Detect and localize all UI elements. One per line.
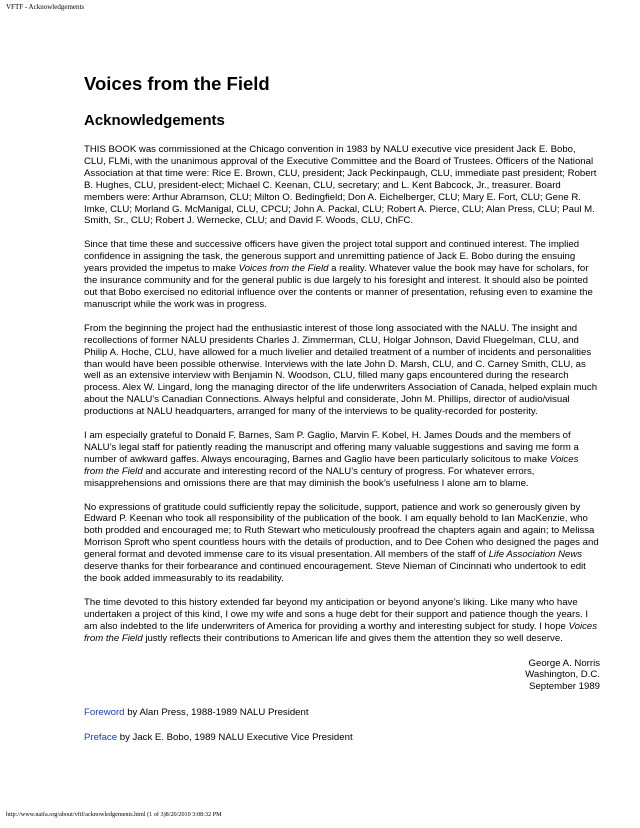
paragraph-text: Since that time these and successive officers have given the project total support and continued interest. The implied confidence in assigning the task, the generous support and unremitting patience of Jack E. Bobo during the ensuing years provided the impetus to make [84, 239, 580, 275]
section-heading: Acknowledgements [84, 112, 225, 129]
paragraph-text: justly reflects their contributions to American life and gives them the attention they so well deserve. [142, 632, 563, 644]
body-paragraph [84, 430, 600, 490]
foreword-description: by Alan Press, 1988-1989 NALU President [124, 707, 309, 719]
page-title: Voices from the Field [84, 73, 270, 94]
main-content [84, 72, 600, 744]
body-paragraph [84, 323, 600, 418]
preface-line [84, 732, 600, 744]
paragraph-text: No expressions of gratitude could sufficiently repay the solicitude, support, patience and work so generously given by Edward P. Keenan who took all responsibility of the publication of the book. I am equally behold to Ian MacKenzie, who both prodded and encouraged me; to Ruth Stewart who meticulously proofread the chapters again and again; to Melissa Morrison Sproft who spent countless hours with the details of production, and to Dee Cohen who designed the pages and general format and devoted immense care to its visual presentation. All members of the staff of [84, 501, 599, 561]
italic-title: Voices from the Field [84, 620, 598, 644]
paragraph-text: and accurate and interesting record of the NALU’s century of progress. For whatever errors, misapprehensions and omissions there are that may diminish the book’s usefulness I alone am to blame. [84, 465, 535, 489]
body-paragraph [84, 144, 600, 227]
foreword-line [84, 707, 600, 719]
foreword-link[interactable]: Foreword [84, 707, 125, 719]
paragraph-text: deserve thanks for their forbearance and continued encouragement. Steve Nieman of Cincinnati who undertook to edit the book added immeasurably to its readability. [84, 561, 586, 584]
italic-title: Voices from the Field [84, 453, 579, 477]
signature-name: George A. Norris [528, 657, 600, 669]
paragraph-text: The time devoted to this history extended far beyond my anticipation or beyond anyone’s liking. Like many who have undertaken a project of this kind, I owe my wife and sons a huge debt for their support and patience though the years. I am also indebted to the life underwriters of America for providing a worthy and interesting subject for study. I hope [84, 596, 588, 632]
italic-title: Voices from the Field [238, 263, 329, 275]
signature-place: Washington, D.C. [525, 669, 600, 681]
paragraph-text: From the beginning the project had the enthusiastic interest of those long associated with the NALU. The insight and recollections of former NALU presidents Charles J. Zimmerman, CLU, Holgar Johnson, David Fluegelman, CLU, and Philip A. Hoche, CLU, have allowed for a much livelier and detailed treatment of a number of incidents and personalities than would have been possible otherwise. Interviews with the late John D. Marsh, CLU, and C. Carney Smith, CLU, as well as an extensive interview with Benjamin N. Woodson, CLU, filled many gaps encountered during the research process. Alex W. Lingard, long the managing director of the life underwriters Association of Canada, helped explain much about the NALU’s Canadian Connections. Always helpful and considerate, John M. Phillips, director of audio/visual productions at NALU headquarters, arranged for many of the interviews to be quality-recorded for posterity. [84, 322, 598, 418]
body-paragraph [84, 502, 600, 585]
body-paragraph [84, 239, 600, 310]
paragraph-text: a reality. Whatever value the book may have for scholars, for the insurance community and for the general public is due largely to his foresight and interest. It should also be pointed out that Bobo exercised no editorial influence over the contents or manner of presentation, refusing even to examine the manuscript while the work was in progress. [84, 263, 593, 310]
signature-block [84, 658, 600, 694]
italic-title: Life Association News [488, 549, 583, 561]
preface-description: by Jack E. Bobo, 1989 NALU Executive Vice President [117, 732, 353, 744]
acknowledgements-body [84, 144, 600, 645]
paragraph-text: THIS BOOK was commissioned at the Chicago convention in 1983 by NALU executive vice president Jack E. Bobo, CLU, FLMi, with the unanimous approval of the Executive Committee and the Board of Trustees. Officers of the National Association at that time were: Rice E. Brown, CLU, president; Jack Peckinpaugh, CLU, immediate past president; Robert B. Hughes, CLU, president-elect; Michael C. Keenan, CLU, secretary; and L. Kent Babcock, Jr., treasurer. Board members were: Arthur Abramson, CLU; Milton O. Bedingfield; Don A. Eichelberger, CLU; Mary E. Fort, CLU; Gene R. Imke, CLU; Morland G. McManigal, CLU, CPCU; John A. Packal, CLU; Robert A. Pierce, CLU; Alan Press, CLU; Paul M. Smith, Sr., CLU; Robert J. Wernecke, CLU; and David F. Woods, CLU, ChFC. [84, 144, 597, 227]
preface-link[interactable]: Preface [84, 732, 118, 744]
browser-print-footer: http://www.naifa.org/about/vftf/acknowledgements.html (1 of 3)8/20/2010 3:08:32 PM [6, 811, 222, 818]
browser-print-header: VFTF - Acknowledgements [6, 3, 85, 11]
signature-date: September 1989 [529, 681, 600, 693]
paragraph-text: I am especially grateful to Donald F. Barnes, Sam P. Gaglio, Marvin F. Kobel, H. James Douds and the members of NALU’s legal staff for patiently reading the manuscript and offering many valuable suggestions and saving me form a number of awkward gaffes. Always encouraging, Barnes and Gaglio have been particularly solicitous to make [84, 430, 579, 465]
body-paragraph [84, 597, 600, 645]
